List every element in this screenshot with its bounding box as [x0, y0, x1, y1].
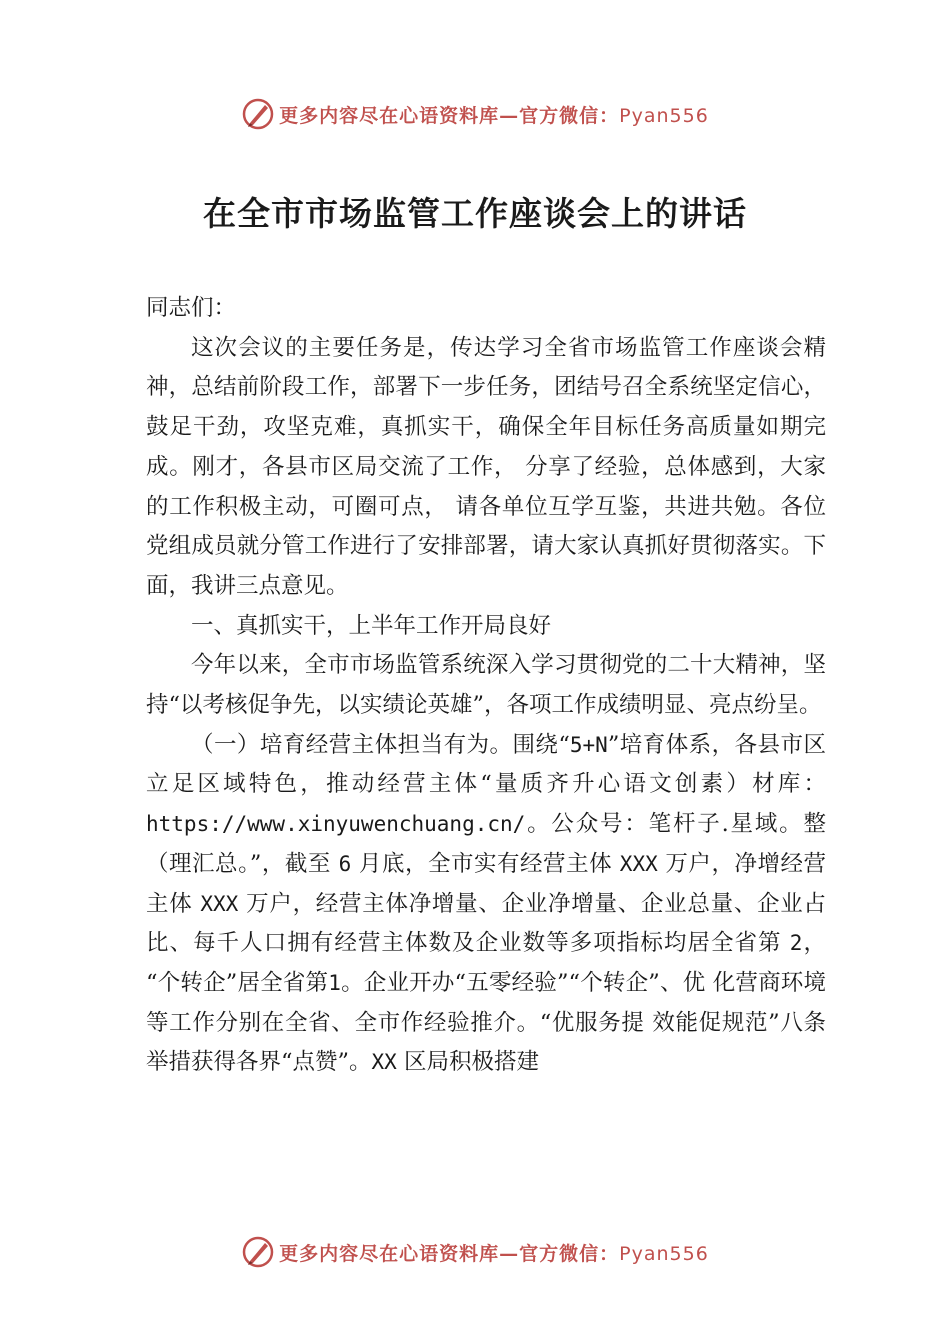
document-title: 在全市市场监管工作座谈会上的讲话 — [203, 194, 747, 233]
banner-text: 更多内容尽在心语资料库—官方微信：Pyan556 — [279, 1242, 709, 1265]
wechat-id: Pyan556 — [619, 104, 709, 127]
pen-logo-icon — [241, 97, 275, 131]
header-banner — [0, 94, 950, 134]
banner-text: 更多内容尽在心语资料库—官方微信：Pyan556 — [279, 104, 709, 127]
section-heading-1: 一、真抓实干，上半年工作开局良好 — [191, 612, 552, 639]
document-body — [146, 289, 826, 1083]
paragraph-intro: 这次会议的主要任务是，传达学习全省市场监管工作座谈会精神，总结前阶段工作，部署下一步任务，团结号召全系统坚定信心，鼓足干劲，攻坚克难，真抓实干，确保全年目标任务高质量如期完成。刚才，各县市区局交流了工作， 分享了经验，总体感到，大家的工作积极主动，可圈可点， 请各单位互学互鉴，共进共勉。各位党组成员就分管工作进行了安排部署，请大家认真抓好贯彻落实。下面，我讲三点意见。 — [146, 334, 826, 599]
url-text: https://www.xinyuwenchuang.cn/ — [146, 812, 526, 837]
salutation: 同志们： — [146, 295, 237, 321]
footer-banner — [0, 1232, 950, 1272]
pen-logo-icon — [241, 1235, 275, 1269]
wechat-id: Pyan556 — [619, 1242, 709, 1265]
paragraph-overview: 今年以来，全市市场监管系统深入学习贯彻党的二十大精神，坚持“以考核促争先，以实绩论英雄”，各项工作成绩明显、亮点纷呈。 — [146, 652, 826, 719]
paragraph-market-entities: （一）培育经营主体担当有为。围绕“5+N”培育体系，各县市区立足区域特色，推动经营主体“量质齐升心语文创素）材库：https://www.xinyuwenchuang.cn/。公众号：笔杆子.星域。整（理汇总。”，截至 6 月底，全市实有经营主体 XXX 万户，净增经营主体 XXX 万户，经营主体净增量、企业净增量、企业总量、企业占比、每千人口拥有经营主体数及企业数等多项指标均居全省第 2， “个转企”居全省第1。企业开办“五零经验”“个转企”、优 化营商环境等工作分别在全省、全市作经验推介。“优服务提 效能促规范”八条举措获得各界“点赞”。XX 区局积极搭建 — [146, 731, 827, 1076]
